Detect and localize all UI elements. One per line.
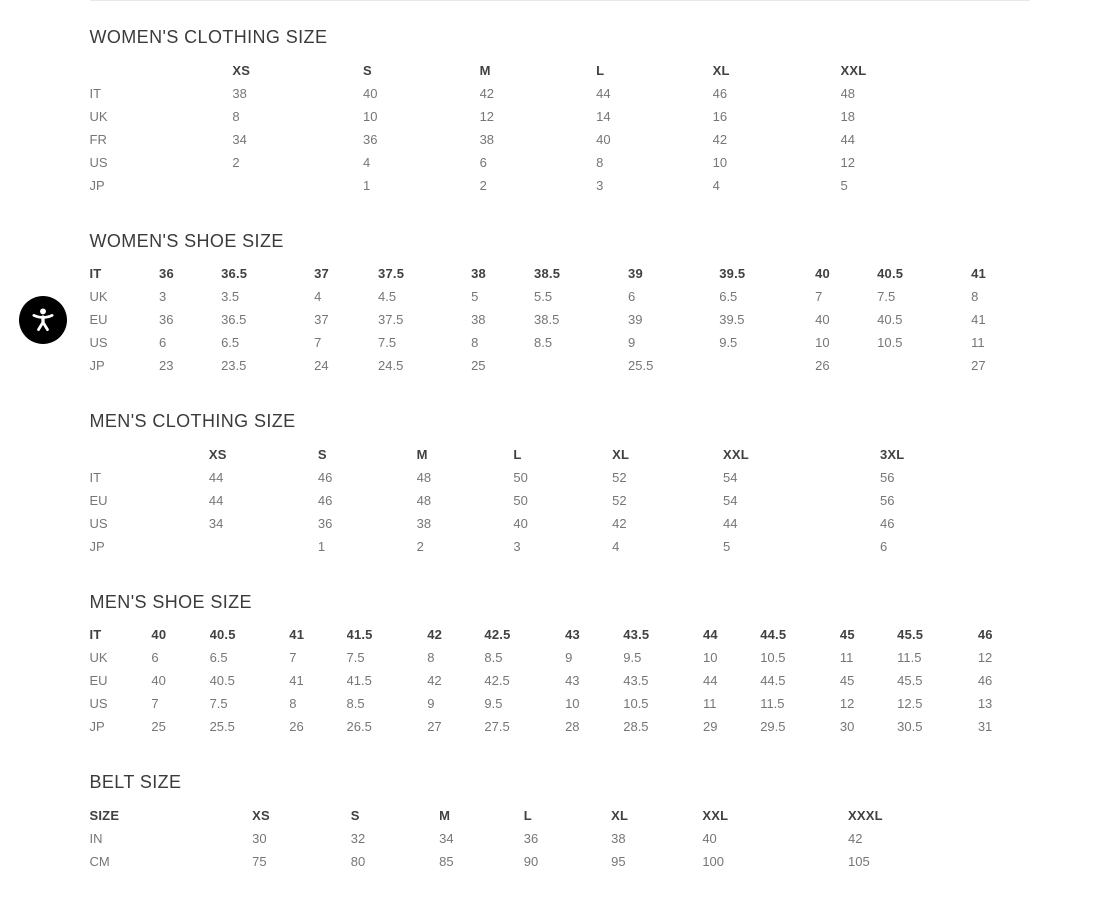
- size-cell: 38: [471, 312, 486, 328]
- row-label: US: [89, 515, 108, 531]
- column-header: XL: [612, 446, 630, 462]
- size-cell: 13: [977, 696, 993, 712]
- row-label: UK: [89, 108, 108, 124]
- size-cell: 75: [252, 853, 267, 869]
- table-header-row: [90, 59, 1030, 82]
- mens-shoe-size-table: [90, 623, 1030, 738]
- table-row: [90, 151, 1030, 174]
- column-header: 39.5: [719, 266, 746, 282]
- size-cell: 8: [232, 108, 240, 124]
- section-title-mens-shoe-size: MEN'S SHOE SIZE: [89, 591, 252, 612]
- size-cell: 6.5: [719, 289, 738, 305]
- size-cell: [209, 535, 318, 558]
- size-cell: 105: [848, 853, 870, 869]
- size-cell: 50: [513, 492, 528, 508]
- size-cell: 11.5: [760, 696, 785, 712]
- size-cell: 34: [439, 830, 454, 846]
- size-cell: 44: [596, 85, 611, 101]
- size-cell: 52: [612, 492, 627, 508]
- size-cell: 9: [427, 696, 435, 712]
- size-cell: 11: [839, 650, 854, 666]
- table-row: [90, 128, 1030, 151]
- womens-shoe-size-table: [90, 262, 1030, 377]
- row-label: US: [89, 335, 108, 351]
- size-cell: 10: [712, 154, 728, 170]
- table-row: [90, 646, 1030, 669]
- table-row: [90, 174, 1030, 197]
- size-cell: 7: [314, 335, 322, 351]
- size-cell: 44: [723, 515, 738, 531]
- column-header: L: [513, 446, 522, 462]
- column-header: 41.5: [346, 627, 373, 643]
- section-title-mens-clothing-size: MEN'S CLOTHING SIZE: [89, 411, 296, 432]
- column-header: XS: [232, 62, 251, 78]
- column-header: IT: [89, 627, 102, 643]
- size-cell: 2: [479, 177, 487, 193]
- table-row: [90, 850, 1030, 873]
- size-cell: [534, 354, 628, 377]
- size-cell: 6: [151, 650, 159, 666]
- size-cell: 7.5: [877, 289, 896, 305]
- size-cell: [877, 354, 971, 377]
- size-cell: 30: [839, 719, 855, 735]
- column-header: SIZE: [89, 807, 120, 823]
- size-cell: 46: [317, 469, 333, 485]
- size-cell: 40: [363, 85, 378, 101]
- row-label: IT: [89, 85, 102, 101]
- size-cell: 44: [702, 673, 718, 689]
- column-header: 37.5: [378, 266, 405, 282]
- size-cell: 11: [702, 696, 717, 712]
- row-label: JP: [89, 358, 105, 374]
- column-header: 40: [151, 627, 167, 643]
- size-cell: 5: [723, 538, 731, 554]
- size-cell: 42.5: [484, 673, 510, 689]
- size-cell: 16: [712, 108, 728, 124]
- size-cell: 4: [712, 177, 720, 193]
- row-label: EU: [89, 492, 108, 508]
- accessibility-button[interactable]: [19, 296, 67, 344]
- size-cell: 95: [611, 853, 626, 869]
- row-label: EU: [89, 673, 108, 689]
- column-header: M: [416, 446, 428, 462]
- size-cell: [232, 174, 363, 197]
- size-cell: 52: [612, 469, 627, 485]
- size-cell: 40.5: [877, 312, 903, 328]
- size-cell: 12.5: [897, 696, 923, 712]
- size-cell: 46: [712, 85, 728, 101]
- size-cell: 38: [232, 85, 247, 101]
- size-cell: 6: [879, 538, 888, 554]
- column-header: XXL: [840, 62, 867, 78]
- table-row: [90, 512, 1030, 535]
- size-cell: 2: [416, 538, 424, 554]
- column-header: XXL: [702, 807, 729, 823]
- size-cell: 34: [208, 515, 224, 531]
- column-header: 37: [314, 266, 329, 282]
- size-cell: 28.5: [623, 719, 649, 735]
- column-header: XS: [208, 446, 227, 462]
- size-cell: 43.5: [623, 673, 649, 689]
- size-cell: 37: [314, 312, 329, 328]
- column-header: 42: [427, 627, 443, 643]
- size-cell: 54: [723, 469, 738, 485]
- size-cell: 36: [159, 312, 174, 328]
- size-cell: 38.5: [534, 312, 560, 328]
- size-cell: 8.5: [484, 650, 503, 666]
- column-header: XL: [712, 62, 730, 78]
- size-cell: 50: [513, 469, 528, 485]
- column-header: 40.5: [877, 266, 904, 282]
- size-cell: 8: [289, 696, 297, 712]
- size-cell: 10: [815, 335, 830, 351]
- size-cell: 32: [350, 830, 366, 846]
- size-cell: 3: [159, 289, 167, 305]
- table-row: [90, 82, 1030, 105]
- size-cell: 80: [350, 853, 366, 869]
- size-cell: 10.5: [623, 696, 649, 712]
- size-cell: 5.5: [534, 289, 553, 305]
- size-cell: 45: [839, 673, 855, 689]
- size-cell: 54: [723, 492, 738, 508]
- table-row: [90, 308, 1030, 331]
- size-cell: 8: [471, 335, 479, 351]
- section-mens-shoe-size: [90, 592, 1030, 739]
- size-cell: 34: [232, 131, 247, 147]
- table-row: [90, 331, 1030, 354]
- size-cell: 6.5: [209, 650, 228, 666]
- mens-clothing-size-table: [90, 443, 1030, 558]
- size-cell: 1: [317, 538, 326, 554]
- table-row: [90, 285, 1030, 308]
- size-cell: 3.5: [221, 289, 240, 305]
- row-label: JP: [89, 538, 105, 554]
- size-cell: 44: [208, 469, 224, 485]
- size-cell: 7: [289, 650, 297, 666]
- size-cell: 30.5: [897, 719, 923, 735]
- size-cell: 10: [565, 696, 580, 712]
- size-cell: 25: [471, 358, 486, 374]
- column-header: S: [350, 807, 360, 823]
- row-label: UK: [89, 289, 108, 305]
- size-cell: 6.5: [221, 335, 240, 351]
- column-header: 46: [977, 627, 993, 643]
- size-guide-page: [90, 0, 1030, 873]
- size-cell: 39: [628, 312, 643, 328]
- size-cell: 27: [427, 719, 442, 735]
- column-header: 3XL: [879, 446, 905, 462]
- size-cell: 36.5: [221, 312, 247, 328]
- size-cell: 24: [314, 358, 329, 374]
- column-header: IT: [89, 266, 102, 282]
- size-cell: 90: [523, 853, 539, 869]
- size-cell: 10.5: [760, 650, 786, 666]
- section-title-womens-clothing-size: WOMEN'S CLOTHING SIZE: [89, 27, 328, 47]
- table-row: [90, 715, 1030, 738]
- size-cell: 37.5: [378, 312, 404, 328]
- column-header: 44.5: [760, 627, 787, 643]
- column-header: 38.5: [534, 266, 561, 282]
- size-cell: 4: [363, 154, 371, 170]
- size-cell: 23: [159, 358, 174, 374]
- size-cell: 12: [840, 154, 855, 170]
- size-cell: 26: [289, 719, 304, 735]
- size-cell: 42: [427, 673, 442, 689]
- column-header: [90, 59, 233, 82]
- size-cell: 18: [840, 108, 855, 124]
- size-cell: 10: [702, 650, 718, 666]
- column-header: L: [523, 807, 532, 823]
- size-cell: 42: [479, 85, 495, 101]
- size-cell: 4.5: [378, 289, 397, 305]
- size-cell: 7.5: [209, 696, 228, 712]
- size-cell: 28: [565, 719, 580, 735]
- size-cell: 9: [565, 650, 573, 666]
- size-cell: 10: [363, 108, 378, 124]
- size-cell: 38: [611, 830, 626, 846]
- table-row: [90, 669, 1030, 692]
- size-cell: 5: [840, 177, 848, 193]
- size-cell: 5: [471, 289, 479, 305]
- size-cell: 85: [439, 853, 454, 869]
- size-cell: 30: [252, 830, 267, 846]
- table-row: [90, 489, 1030, 512]
- size-cell: 48: [416, 492, 432, 508]
- size-cell: 8: [427, 650, 435, 666]
- table-header-row: [90, 623, 1030, 646]
- size-cell: 6: [159, 335, 167, 351]
- column-header: M: [479, 62, 491, 78]
- size-cell: 7: [815, 289, 823, 305]
- row-label: EU: [89, 312, 108, 328]
- size-cell: 41: [289, 673, 304, 689]
- size-cell: 25.5: [209, 719, 235, 735]
- size-cell: 31: [977, 719, 993, 735]
- size-cell: 42: [612, 515, 627, 531]
- size-cell: 36: [523, 830, 539, 846]
- size-cell: 1: [363, 177, 371, 193]
- size-cell: 40: [596, 131, 611, 147]
- size-cell: 9.5: [719, 335, 738, 351]
- table-row: [90, 105, 1030, 128]
- size-cell: 14: [596, 108, 611, 124]
- size-cell: 44: [840, 131, 855, 147]
- column-header: 41: [289, 627, 305, 643]
- size-cell: 4: [612, 538, 620, 554]
- column-header: 39: [628, 266, 643, 282]
- size-cell: 10.5: [877, 335, 903, 351]
- size-cell: 12: [977, 650, 993, 666]
- table-row: [90, 535, 1030, 558]
- column-header: 36: [159, 266, 174, 282]
- size-cell: 100: [702, 853, 725, 869]
- size-cell: 27: [971, 358, 986, 374]
- size-cell: 38: [416, 515, 432, 531]
- section-title-belt-size: BELT SIZE: [89, 772, 182, 793]
- size-cell: 8.5: [346, 696, 365, 712]
- size-cell: 44: [208, 492, 224, 508]
- size-cell: 8: [971, 289, 979, 305]
- column-header: 38: [471, 266, 486, 282]
- section-womens-clothing-size: [90, 27, 1030, 197]
- size-cell: 41: [971, 312, 986, 328]
- column-header: XXL: [723, 446, 749, 462]
- size-cell: 46: [879, 515, 895, 531]
- size-cell: 29.5: [760, 719, 786, 735]
- row-label: FR: [89, 131, 107, 147]
- size-cell: 26: [815, 358, 830, 374]
- column-header: XS: [252, 807, 270, 823]
- size-cell: [719, 354, 815, 377]
- size-cell: 7.5: [378, 335, 397, 351]
- size-cell: 11.5: [897, 650, 922, 666]
- column-header: 40: [815, 266, 830, 282]
- size-cell: 6: [628, 289, 636, 305]
- size-cell: 42: [848, 830, 863, 846]
- size-cell: 23.5: [221, 358, 247, 374]
- size-cell: 3: [513, 538, 521, 554]
- row-label: IN: [89, 830, 103, 846]
- size-cell: 40: [815, 312, 830, 328]
- size-cell: 42: [712, 131, 728, 147]
- size-cell: 9.5: [623, 650, 642, 666]
- row-label: JP: [89, 177, 105, 193]
- table-header-row: [90, 262, 1030, 285]
- size-cell: 8.5: [534, 335, 553, 351]
- row-label: CM: [89, 853, 110, 869]
- table-header-row: [90, 804, 1030, 827]
- size-cell: 39.5: [719, 312, 745, 328]
- size-cell: 7: [151, 696, 159, 712]
- column-header: 43.5: [623, 627, 650, 643]
- womens-clothing-size-table: [90, 59, 1030, 197]
- section-belt-size: [90, 772, 1030, 873]
- table-row: [90, 827, 1030, 850]
- size-cell: 27.5: [484, 719, 510, 735]
- size-cell: 3: [596, 177, 604, 193]
- column-header: 45: [839, 627, 855, 643]
- size-cell: 44.5: [760, 673, 786, 689]
- size-cell: 8: [596, 154, 604, 170]
- size-cell: 12: [839, 696, 855, 712]
- size-cell: 25.5: [628, 358, 654, 374]
- column-header: XXXL: [848, 807, 883, 823]
- table-row: [90, 692, 1030, 715]
- section-title-womens-shoe-size: WOMEN'S SHOE SIZE: [89, 230, 284, 251]
- size-cell: 26.5: [346, 719, 372, 735]
- size-cell: 43: [565, 673, 580, 689]
- size-cell: 7.5: [346, 650, 365, 666]
- size-cell: 36: [317, 515, 333, 531]
- size-cell: 36: [363, 131, 378, 147]
- row-label: IT: [89, 469, 102, 485]
- size-cell: 9.5: [484, 696, 503, 712]
- size-cell: 4: [314, 289, 322, 305]
- size-cell: 46: [317, 492, 333, 508]
- column-header: 43: [565, 627, 580, 643]
- size-cell: 24.5: [378, 358, 404, 374]
- size-cell: 11: [971, 335, 985, 351]
- column-header: S: [317, 446, 327, 462]
- size-cell: 40: [151, 673, 166, 689]
- size-cell: 45.5: [897, 673, 923, 689]
- size-cell: 40.5: [209, 673, 235, 689]
- row-label: US: [89, 154, 108, 170]
- accessibility-icon: [28, 305, 58, 335]
- size-cell: 56: [879, 492, 895, 508]
- column-header: S: [363, 62, 372, 78]
- size-cell: 48: [416, 469, 432, 485]
- size-cell: 40: [702, 830, 717, 846]
- size-cell: 48: [840, 85, 855, 101]
- row-label: UK: [89, 650, 108, 666]
- size-cell: 6: [479, 154, 487, 170]
- size-cell: 38: [479, 131, 495, 147]
- size-cell: 12: [479, 108, 495, 124]
- column-header: 36.5: [221, 266, 248, 282]
- column-header: 45.5: [897, 627, 924, 643]
- size-cell: 2: [232, 154, 240, 170]
- size-cell: 46: [977, 673, 993, 689]
- column-header: 42.5: [484, 627, 511, 643]
- table-row: [90, 354, 1030, 377]
- table-header-row: [90, 443, 1030, 466]
- size-cell: 56: [879, 469, 895, 485]
- section-womens-shoe-size: [90, 231, 1030, 378]
- column-header: 44: [702, 627, 718, 643]
- size-cell: 40: [513, 515, 528, 531]
- table-row: [90, 466, 1030, 489]
- column-header: M: [439, 807, 451, 823]
- belt-size-table: [90, 804, 1030, 873]
- section-mens-clothing-size: [90, 411, 1030, 558]
- column-header: [90, 443, 209, 466]
- size-cell: 41.5: [346, 673, 372, 689]
- column-header: 40.5: [209, 627, 236, 643]
- size-cell: 29: [702, 719, 718, 735]
- column-header: L: [596, 62, 605, 78]
- size-cell: 25: [151, 719, 166, 735]
- column-header: XL: [611, 807, 629, 823]
- row-label: JP: [89, 719, 105, 735]
- row-label: US: [89, 696, 108, 712]
- size-cell: 9: [628, 335, 636, 351]
- column-header: 41: [971, 266, 986, 282]
